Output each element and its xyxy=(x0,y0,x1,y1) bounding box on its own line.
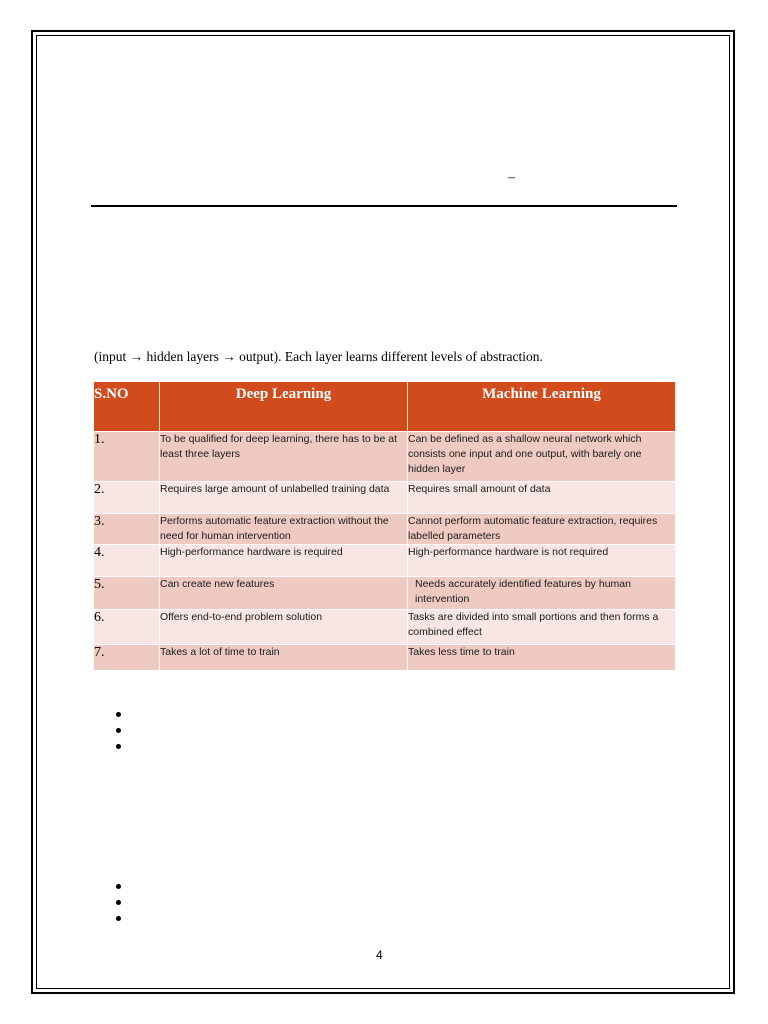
bullet-list-1 xyxy=(114,705,121,753)
table-row xyxy=(94,645,676,671)
page-number: 4 xyxy=(376,948,383,962)
header-sno: S.NO xyxy=(94,382,160,432)
row-number: 1. xyxy=(94,432,160,482)
bullet-list-2 xyxy=(114,877,121,925)
bullet-item xyxy=(114,877,121,893)
intro-paragraph: (input → hidden layers → output). Each layer learns different levels of abstraction. xyxy=(94,349,543,364)
bullet-item xyxy=(114,705,121,721)
table-header-row xyxy=(94,382,676,432)
deep-learning-cell: Requires large amount of unlabelled training data xyxy=(160,482,408,514)
machine-learning-cell: High-performance hardware is not required xyxy=(408,545,676,577)
deep-learning-cell: Takes a lot of time to train xyxy=(160,645,408,671)
row-number: 2. xyxy=(94,482,160,514)
machine-learning-cell: Cannot perform automatic feature extraction, requires labelled parameters xyxy=(408,514,676,545)
header-deep-learning: Deep Learning xyxy=(160,382,408,432)
row-number: 7. xyxy=(94,645,160,671)
horizontal-rule xyxy=(91,205,677,207)
machine-learning-cell: Tasks are divided into small portions and then forms a combined effect xyxy=(408,610,676,645)
deep-learning-cell: Performs automatic feature extraction without the need for human intervention xyxy=(160,514,408,545)
heading-dash: – xyxy=(508,170,515,185)
deep-learning-cell: Offers end-to-end problem solution xyxy=(160,610,408,645)
machine-learning-cell: Requires small amount of data xyxy=(408,482,676,514)
bullet-item xyxy=(114,737,121,753)
deep-learning-cell: High-performance hardware is required xyxy=(160,545,408,577)
deep-learning-cell: Can create new features xyxy=(160,577,408,610)
table-row xyxy=(94,610,676,645)
deep-learning-cell: To be qualified for deep learning, there has to be at least three layers xyxy=(160,432,408,482)
row-number: 3. xyxy=(94,514,160,545)
machine-learning-cell: Needs accurately identified features by human intervention xyxy=(408,577,676,610)
table-row xyxy=(94,482,676,514)
table-row xyxy=(94,577,676,610)
table-row xyxy=(94,514,676,545)
machine-learning-cell: Can be defined as a shallow neural network which consists one input and one output, with barely one hidden layer xyxy=(408,432,676,482)
table-row xyxy=(94,432,676,482)
header-machine-learning: Machine Learning xyxy=(408,382,676,432)
row-number: 6. xyxy=(94,610,160,645)
bullet-item xyxy=(114,893,121,909)
bullet-item xyxy=(114,721,121,737)
bullet-item xyxy=(114,909,121,925)
row-number: 4. xyxy=(94,545,160,577)
table-row xyxy=(94,545,676,577)
comparison-table xyxy=(93,381,676,671)
machine-learning-cell: Takes less time to train xyxy=(408,645,676,671)
row-number: 5. xyxy=(94,577,160,610)
